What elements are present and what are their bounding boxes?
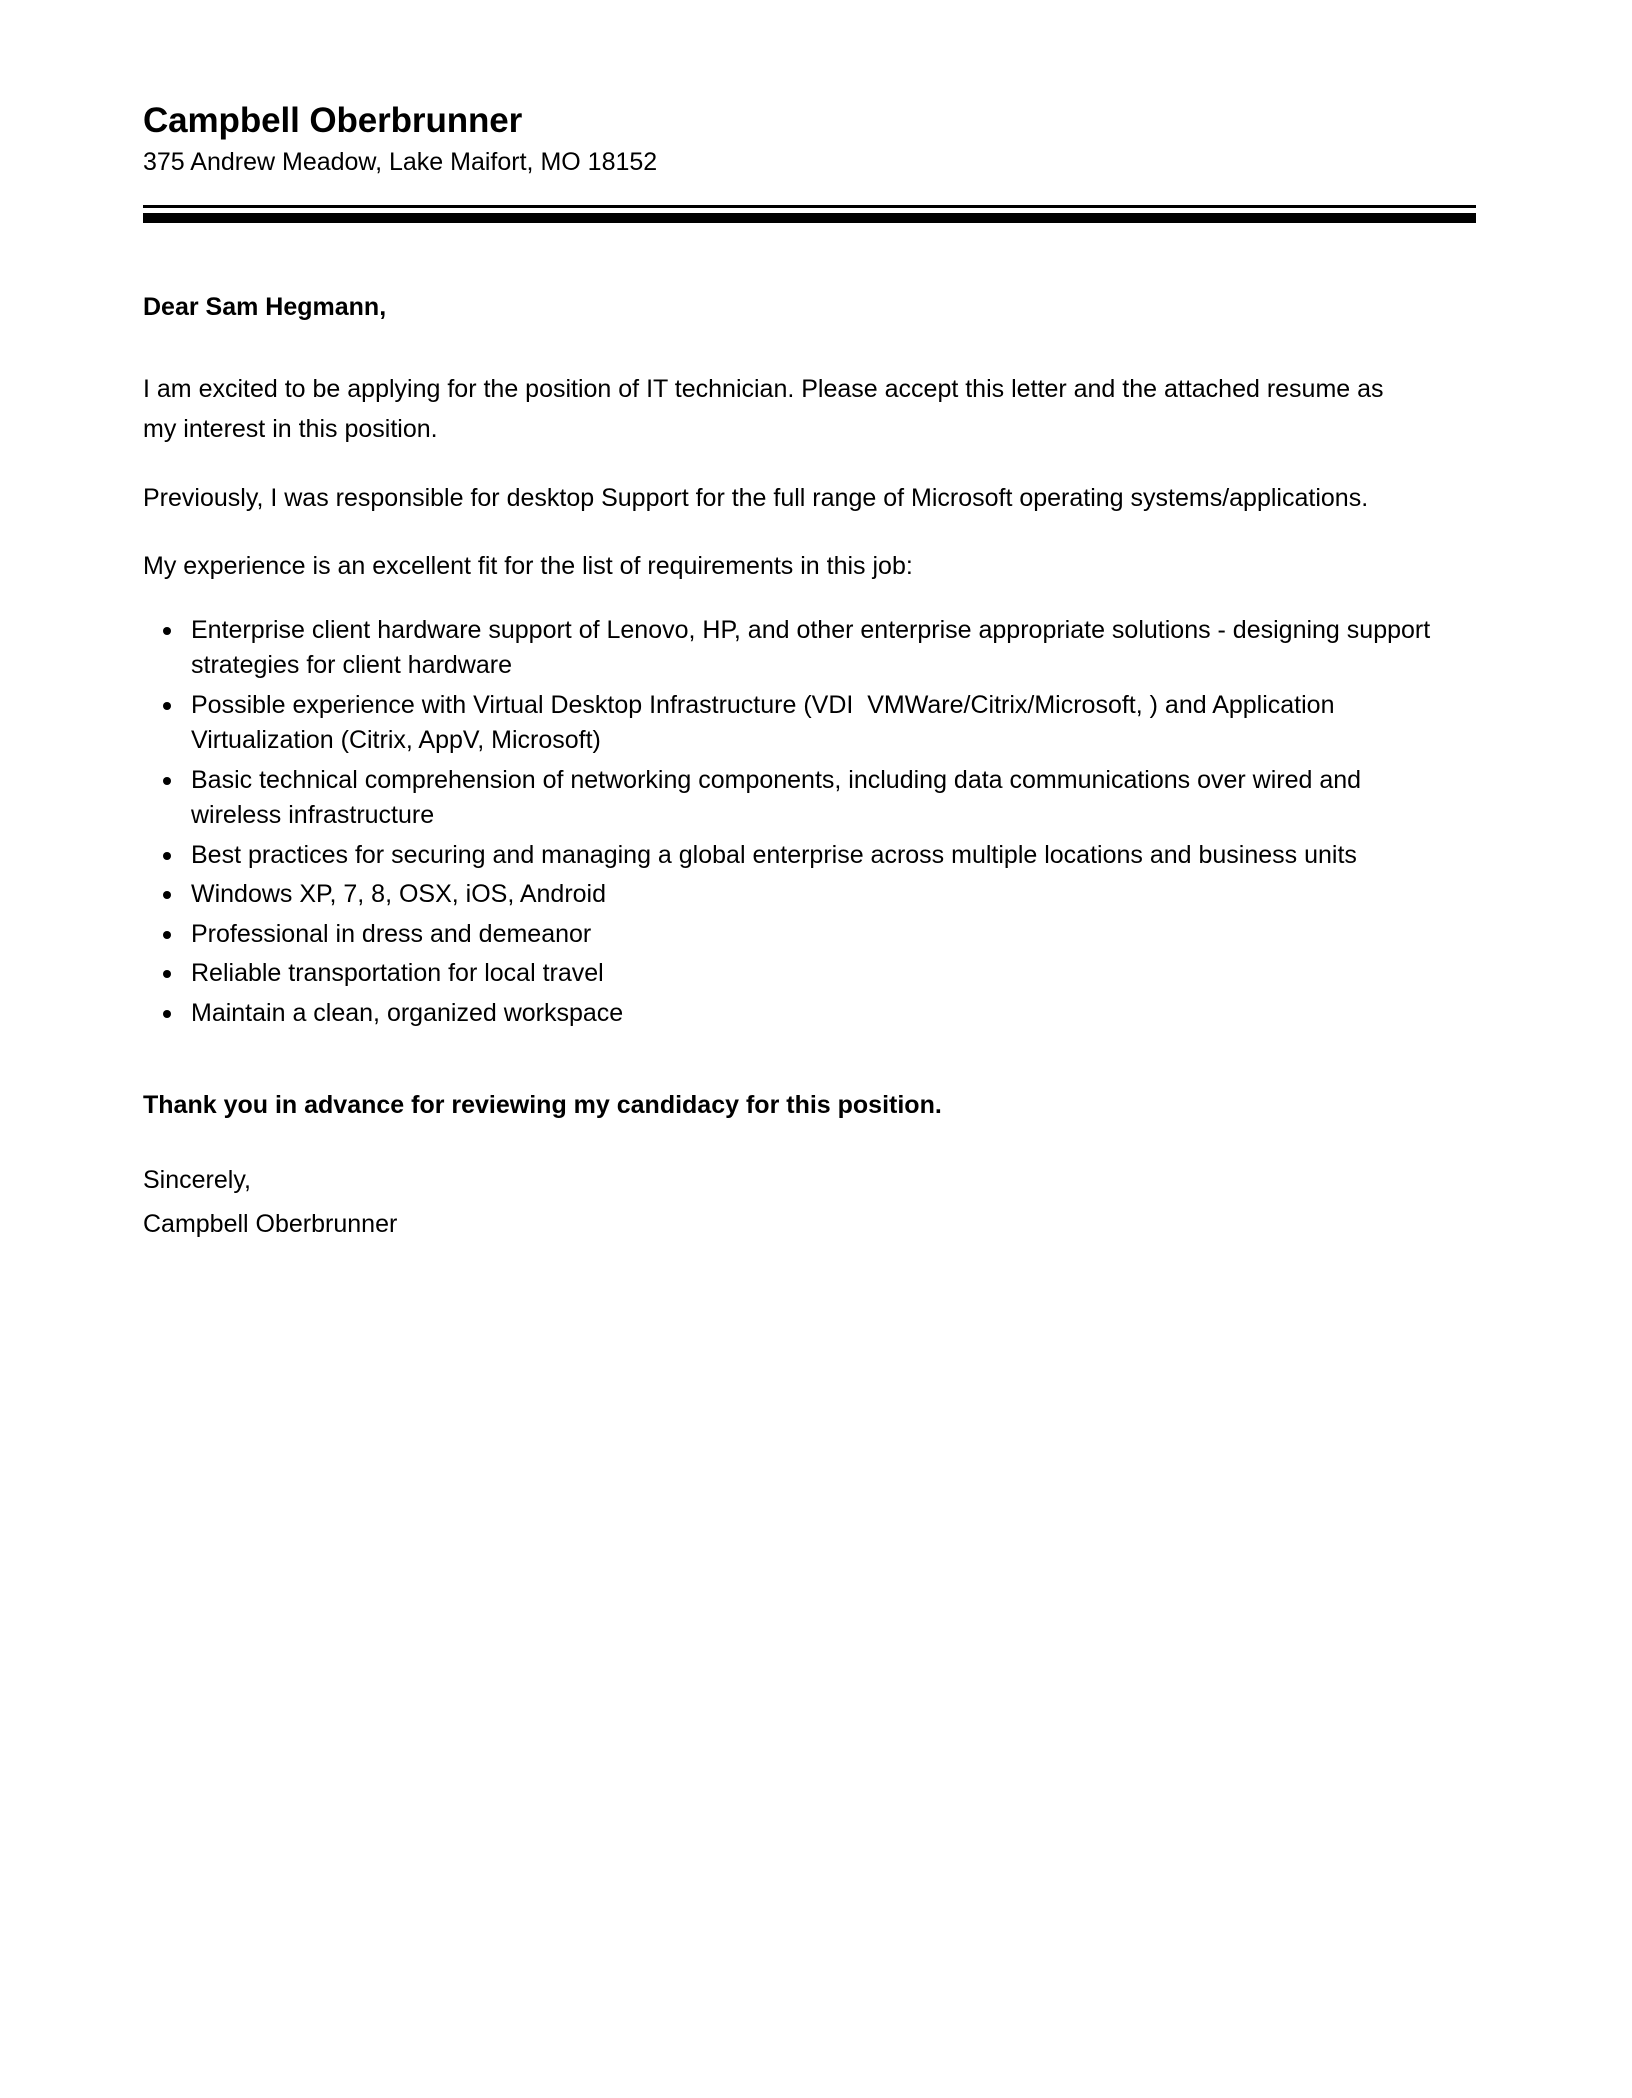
list-item: Windows XP, 7, 8, OSX, iOS, Android: [143, 877, 1443, 913]
signature-name: Campbell Oberbrunner: [143, 1209, 398, 1238]
list-item: Best practices for securing and managing a global enterprise across multiple locations and business units: [143, 838, 1443, 874]
sign-off: Sincerely,: [143, 1165, 251, 1194]
list-item: Reliable transportation for local travel: [143, 956, 1443, 992]
requirements-intro: My experience is an excellent fit for the list of requirements in this job:: [143, 552, 913, 581]
requirements-list: [143, 613, 1443, 1032]
list-item: Basic technical comprehension of networking components, including data communications over wired and wireless infrastructure: [143, 763, 1443, 834]
body-paragraph-2: Previously, I was responsible for desktop Support for the full range of Microsoft operating systems/applications.: [143, 483, 1369, 512]
list-item: Possible experience with Virtual Desktop Infrastructure (VDI VMWare/Citrix/Microsoft, ) and Application Virtualization (Citrix, AppV, Microsoft): [143, 688, 1443, 759]
body-paragraph-1: I am excited to be applying for the position of IT technician. Please accept this letter and the attached resume as my interest in this position.: [143, 374, 1391, 444]
closing-thanks: Thank you in advance for reviewing my candidacy for this position.: [143, 1091, 942, 1120]
letter-body: [143, 289, 1478, 1243]
list-item: Enterprise client hardware support of Lenovo, HP, and other enterprise appropriate solutions - designing support strategies for client hardware: [143, 613, 1443, 684]
applicant-name: Campbell Oberbrunner: [143, 101, 523, 140]
divider-thick-line: [143, 213, 1476, 223]
applicant-address: 375 Andrew Meadow, Lake Maifort, MO 18152: [143, 148, 658, 177]
salutation: Dear Sam Hegmann,: [143, 292, 387, 321]
header-divider: [143, 205, 1476, 223]
list-item: Maintain a clean, organized workspace: [143, 996, 1443, 1032]
letterhead: [143, 100, 1478, 179]
document-content: [143, 100, 1478, 1242]
list-item: Professional in dress and demeanor: [143, 917, 1443, 953]
